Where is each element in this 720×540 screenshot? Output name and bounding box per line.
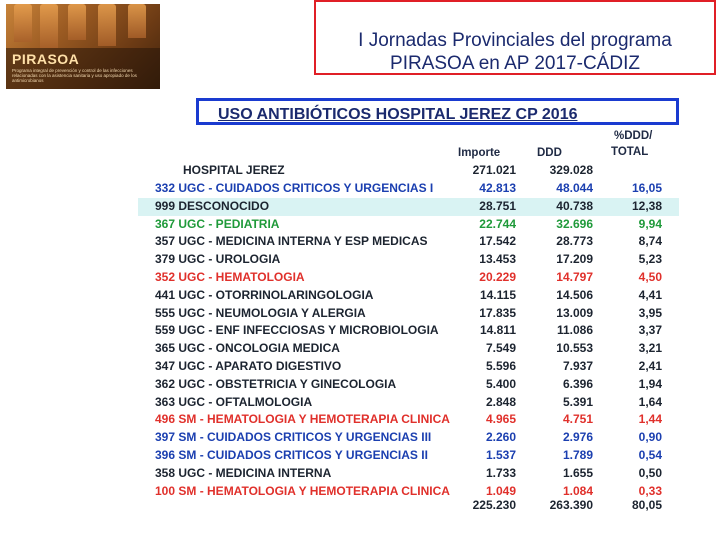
row-importe: 28.751: [479, 198, 516, 213]
table-row: [138, 287, 679, 305]
row-importe: 1.049: [485, 483, 516, 498]
row-ddd: 28.773: [556, 234, 593, 249]
hospital-name: HOSPITAL JEREZ: [183, 163, 285, 177]
row-pct: 4,50: [638, 270, 662, 284]
row-ddd: 2.976: [562, 430, 593, 445]
table-row: [138, 233, 679, 251]
row-ddd: 1.084: [562, 483, 593, 498]
row-importe: 14.811: [479, 323, 516, 338]
row-ddd: 4.751: [562, 412, 593, 427]
row-name: 358 UGC - MEDICINA INTERNA: [155, 465, 332, 480]
row-ddd: 6.396: [562, 376, 593, 391]
row-ddd: 14.506: [556, 287, 593, 302]
bottle-graphic: [128, 4, 146, 38]
total-ddd: 263.390: [549, 498, 593, 512]
row-name: 441 UGC - OTORRINOLARINGOLOGIA: [155, 287, 374, 302]
row-name: 357 UGC - MEDICINA INTERNA Y ESP MEDICAS: [155, 234, 428, 249]
row-importe: 2.260: [485, 430, 516, 445]
table-row: [138, 465, 679, 483]
table-row: [138, 322, 679, 340]
row-name: 347 UGC - APARATO DIGESTIVO: [155, 359, 342, 373]
row-pct: 1,64: [638, 394, 662, 409]
row-pct: 0,90: [638, 430, 662, 445]
hospital-importe: 271.021: [472, 163, 516, 177]
row-pct: 16,05: [631, 181, 662, 195]
header-pct-line2: TOTAL: [611, 146, 649, 158]
row-pct: 2,41: [638, 359, 662, 373]
row-importe: 42.813: [479, 181, 516, 195]
row-name: 999 DESCONOCIDO: [155, 198, 270, 213]
row-name: 379 UGC - UROLOGIA: [155, 252, 281, 267]
row-ddd: 13.009: [556, 305, 593, 320]
row-pct: 1,94: [638, 376, 662, 391]
row-importe: 14.115: [479, 287, 516, 302]
logo-tagline: Programa integral de prevención y control de las infecciones relacionadas con la asistencia sanitaria y uso apropiado de los antimicrobianos: [12, 68, 137, 83]
row-importe: 5.400: [485, 376, 516, 391]
row-pct: 3,95: [638, 305, 662, 320]
row-name: 396 SM - CUIDADOS CRITICOS Y URGENCIAS II: [155, 448, 428, 462]
row-importe: 7.549: [485, 341, 516, 356]
row-importe: 13.453: [479, 252, 516, 267]
row-name: 363 UGC - OFTALMOLOGIA: [155, 394, 313, 409]
row-ddd: 1.789: [562, 448, 593, 462]
row-importe: 17.542: [479, 234, 516, 249]
row-pct: 3,37: [638, 323, 662, 338]
header-importe: Importe: [458, 147, 501, 159]
row-name: 332 UGC - CUIDADOS CRITICOS Y URGENCIAS I: [155, 181, 434, 195]
row-pct: 1,44: [638, 412, 662, 427]
row-pct: 0,50: [638, 465, 662, 480]
row-ddd: 5.391: [562, 394, 593, 409]
row-name: 100 SM - HEMATOLOGIA Y HEMOTERAPIA CLINICA: [155, 483, 450, 498]
row-ddd: 32.696: [556, 216, 593, 231]
row-name: 367 UGC - PEDIATRIA: [155, 216, 280, 231]
row-ddd: 7.937: [562, 359, 593, 373]
table-row: [138, 340, 679, 358]
row-ddd: 11.086: [556, 323, 593, 338]
logo-brand: PIRASOA: [12, 51, 80, 67]
table-row: [138, 376, 679, 394]
hospital-ddd: 329.028: [549, 163, 593, 177]
row-pct: 0,33: [638, 483, 662, 498]
row-importe: 20.229: [479, 270, 516, 284]
antibiotics-table: [138, 128, 679, 518]
title-line-2: PIRASOA en AP 2017-CÁDIZ: [390, 53, 640, 74]
title-line-1: I Jornadas Provinciales del programa: [358, 30, 672, 51]
row-pct: 3,21: [638, 341, 662, 356]
row-importe: 17.835: [479, 305, 516, 320]
row-ddd: 14.797: [556, 270, 593, 284]
bottle-graphic: [40, 4, 58, 48]
row-name: 352 UGC - HEMATOLOGIA: [155, 270, 305, 284]
title-box: [314, 0, 716, 75]
row-importe: 5.596: [485, 359, 516, 373]
row-name: 397 SM - CUIDADOS CRITICOS Y URGENCIAS III: [155, 430, 432, 445]
header-pct-line1: %DDD/: [614, 130, 653, 142]
bottle-graphic: [14, 4, 32, 42]
subtitle: USO ANTIBIÓTICOS HOSPITAL JEREZ CP 2016: [218, 106, 578, 123]
pirasoa-logo: [6, 4, 160, 89]
row-ddd: 40.738: [556, 198, 593, 213]
bottle-graphic: [68, 4, 86, 40]
hospital-row: [138, 162, 679, 180]
row-ddd: 10.553: [556, 341, 593, 356]
row-importe: 4.965: [485, 412, 516, 427]
row-pct: 12,38: [631, 198, 662, 213]
row-name: 559 UGC - ENF INFECCIOSAS Y MICROBIOLOGIA: [155, 323, 439, 338]
row-pct: 4,41: [638, 287, 662, 302]
table-row: [138, 251, 679, 269]
table-row: [138, 358, 679, 376]
table-row: [138, 447, 679, 465]
table-row: [138, 394, 679, 412]
table-row: [138, 429, 679, 447]
row-importe: 1.733: [485, 465, 516, 480]
table-row: [138, 180, 679, 198]
row-name: 496 SM - HEMATOLOGIA Y HEMOTERAPIA CLINICA: [155, 412, 450, 427]
table-row: [138, 269, 679, 287]
row-ddd: 1.655: [562, 465, 593, 480]
table-row: [138, 305, 679, 323]
row-importe: 2.848: [485, 394, 516, 409]
table-row: [138, 216, 679, 234]
table-row: [138, 411, 679, 429]
row-name: 365 UGC - ONCOLOGIA MEDICA: [155, 341, 340, 356]
total-pct: 80,05: [631, 498, 662, 512]
bottle-graphic: [98, 4, 116, 46]
row-importe: 22.744: [479, 216, 516, 231]
row-pct: 0,54: [638, 448, 662, 462]
header-ddd: DDD: [537, 147, 562, 159]
row-pct: 8,74: [638, 234, 662, 249]
row-importe: 1.537: [485, 448, 516, 462]
table-row: [138, 198, 679, 216]
row-ddd: 17.209: [556, 252, 593, 267]
total-importe: 225.230: [472, 498, 516, 512]
row-name: 362 UGC - OBSTETRICIA Y GINECOLOGIA: [155, 376, 397, 391]
totals-row: [138, 496, 679, 514]
row-ddd: 48.044: [556, 181, 593, 195]
row-pct: 5,23: [638, 252, 662, 267]
row-name: 555 UGC - NEUMOLOGIA Y ALERGIA: [155, 305, 366, 320]
row-pct: 9,94: [638, 216, 662, 231]
